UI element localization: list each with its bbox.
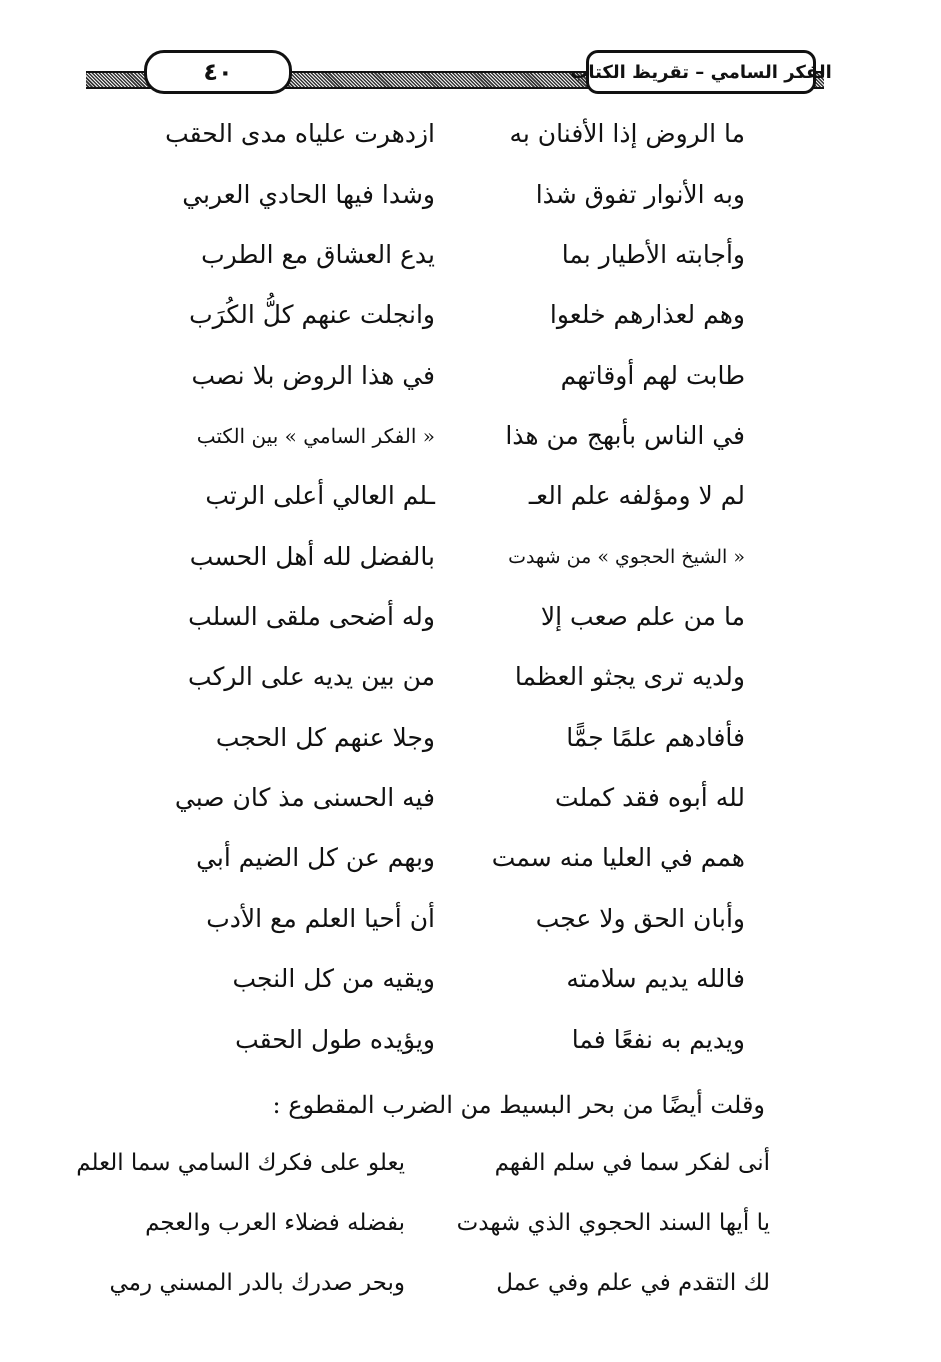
first-hemistich: في الناس بأبهج من هذا [505,421,745,450]
second-hemistich: « الفكر السامي » بين الكتب [196,424,435,448]
first-hemistich: وهم لعذارهم خلعوا [549,300,745,329]
second-hemistich: أن أحيا العلم مع الأدب [206,904,435,933]
verse [0,230,941,280]
verse [0,773,941,823]
verse [0,1258,941,1308]
verse [0,592,941,642]
verse [0,1198,941,1248]
first-hemistich: طابت لهم أوقاتهم [560,361,745,390]
first-hemistich: لله أبوه فقد كملت [555,783,745,812]
second-hemistich: ـلم العالي أعلى الرتب [205,481,435,510]
second-hemistich: وشدا فيها الحادي العربي [182,180,435,209]
first-hemistich: ما من علم صعب إلا [540,602,745,631]
first-hemistich: وأجابته الأطيار بما [561,240,745,269]
first-hemistich: ولديه ترى يجثو العظما [514,662,745,691]
verse [0,1138,941,1188]
verse [0,471,941,521]
second-hemistich: ويقيه من كل النجب [232,964,435,993]
verse [0,411,941,461]
second-hemistich: وله أضحى ملقى السلب [188,602,435,631]
second-hemistich: وجلا عنهم كل الحجب [215,723,435,752]
first-hemistich: فالله يديم سلامته [566,964,745,993]
first-hemistich: لم لا ومؤلفه علم العـ [528,481,745,510]
second-hemistich: وانجلت عنهم كلُّ الكُرَب [189,300,435,329]
verse [0,351,941,401]
verse [0,170,941,220]
verse [0,954,941,1004]
first-hemistich: وأبان الحق ولا عجب [535,904,745,933]
second-hemistich: بالفضل لله أهل الحسب [189,542,435,571]
second-hemistich: يدع العشاق مع الطرب [201,240,435,269]
first-hemistich: يا أيها السند الحجوي الذي شهدت [456,1210,770,1236]
second-hemistich: وبحر صدرك بالدر المسني رمي [109,1270,405,1296]
first-hemistich: همم في العليا منه سمت [491,843,745,872]
second-hemistich: في هذا الروض بلا نصب [191,361,435,390]
second-hemistich: ازدهرت علياه مدى الحقب [165,119,435,148]
verse [0,833,941,883]
first-hemistich: لك التقدم في علم وفي عمل [496,1270,770,1296]
first-hemistich: أنى لفكر سما في سلم الفهم [494,1150,770,1176]
page-header [86,50,832,102]
second-hemistich: فيه الحسنى مذ كان صبي [174,783,435,812]
running-title: الفكر السامي – تقريظ الكتاب [586,50,816,94]
verse [0,713,941,763]
verse [0,532,941,582]
second-hemistich: يعلو على فكرك السامي سما العلم [76,1150,405,1176]
second-hemistich: وبهم عن كل الضيم أبي [196,843,435,872]
second-hemistich: ويؤيده طول الحقب [235,1025,435,1054]
first-hemistich: « الشيخ الحجوي » من شهدت [508,546,745,568]
first-hemistich: ويديم به نفعًا فما [571,1025,745,1054]
first-hemistich: وبه الأنوار تفوق شذا [535,180,745,209]
first-hemistich: فأفادهم علمًا جمًّا [566,723,745,752]
verse [0,109,941,159]
second-hemistich: من بين يديه على الركب [187,662,435,691]
second-hemistich: بفضله فضلاء العرب والعجم [145,1210,405,1236]
page-number: ٤٠ [144,50,292,94]
verse [0,290,941,340]
verse [0,652,941,702]
first-hemistich: ما الروض إذا الأفنان به [509,119,745,148]
poem-two-introduction: وقلت أيضًا من بحر البسيط من الضرب المقطوع : [272,1091,765,1119]
verse [0,894,941,944]
verse [0,1015,941,1065]
